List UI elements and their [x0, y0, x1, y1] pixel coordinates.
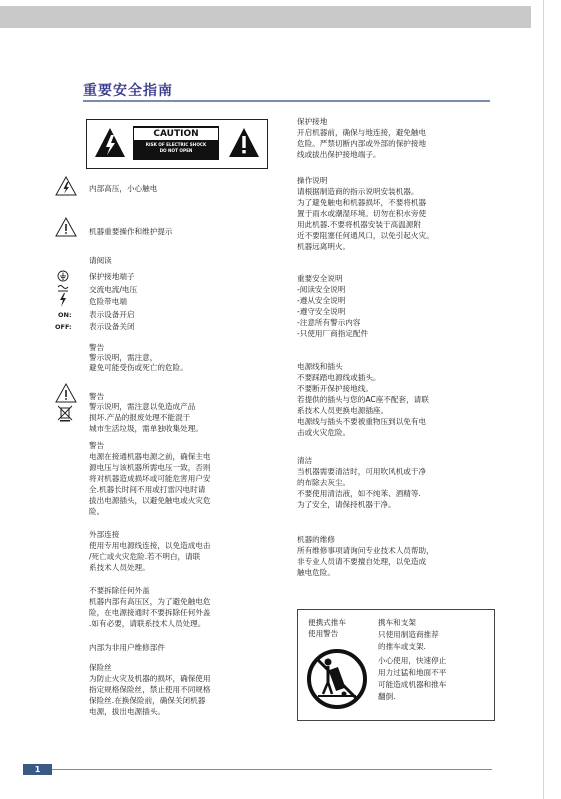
important-line4: -注意所有警示内容	[297, 318, 361, 327]
fuse-heading: 保险丝	[89, 663, 112, 672]
maintenance-text: 机器重要操作和维护提示	[89, 227, 173, 236]
warning2-line2: 损坏.产品的报废处理不能混于	[89, 413, 191, 422]
cleaning-line4: 为了安全，请保持机器干净。	[297, 500, 396, 509]
lightning-warning-icon	[93, 126, 127, 160]
external-line1: 使用专用电源线连接，以免造成电击	[89, 541, 211, 550]
power-cord-line5: 电源线与插头不要被重物压到以免有电	[297, 417, 427, 426]
important-line2: -遵从安全说明	[297, 296, 346, 305]
operation-line3: 置于雨水或潮湿环境。切勿在积水旁使	[297, 209, 427, 218]
exclamation-triangle-icon	[55, 217, 77, 237]
operation-line2: 为了避免触电和机器损坏，不要将机器	[297, 198, 427, 207]
repair-line1: 所有维修事项请询问专业技术人员帮助，	[297, 546, 434, 555]
operation-line1: 请根据制造商的指示说明安装机器。	[297, 187, 419, 196]
power-cord-heading: 电源线和插头	[297, 362, 343, 371]
external-heading: 外部连接	[89, 530, 120, 539]
warning3-line1: 电源在接通机器电源之前，确保主电	[89, 452, 211, 461]
portable-title2: 使用警告	[308, 629, 339, 638]
power-cord-line1: 不要踩踏电源线或插头。	[297, 373, 381, 382]
portable-line4: 小心使用，快速停止	[378, 656, 447, 665]
portable-line5: 用力过猛和地面不平	[378, 668, 447, 677]
important-heading: 重要安全说明	[297, 274, 343, 283]
ground-icon	[57, 270, 69, 282]
footer-rule	[52, 769, 492, 770]
important-line5: -只使用厂商指定配件	[297, 329, 369, 338]
important-line3: -遵守安全说明	[297, 307, 346, 316]
warning2-line3: 城市生活垃圾，需单独收集处理。	[89, 424, 203, 433]
operation-line5: 近不要阻塞任何通风口，以免引起火灾。	[297, 231, 434, 240]
off-label: OFF:	[55, 323, 72, 331]
page-edge-line	[543, 0, 544, 799]
operation-line6: 机器远离明火。	[297, 242, 351, 251]
cleaning-heading: 清洁	[297, 456, 313, 465]
ground-line2: 危险。严禁切断内部或外部的保护接地	[297, 139, 427, 148]
caution-word: CAUTION	[133, 127, 219, 141]
power-cord-line2: 不要断开保护接地线。	[297, 384, 373, 393]
fuse-line1: 为防止火灾及机器的损坏，确保使用	[89, 674, 211, 683]
repair-line3: 触电危险。	[297, 568, 335, 577]
cover-line1: 机器内部有高压区，为了避免触电危	[89, 597, 211, 606]
hazard-text: 危险带电端	[89, 297, 127, 306]
fuse-line2: 指定规格保险丝，禁止使用不同规格	[89, 685, 211, 694]
warning3-line3: 将对机器造成损坏或可能危害用户安	[89, 474, 211, 483]
warning3-line5: 拔出电源插头，以避免触电或火灾危	[89, 496, 211, 505]
cleaning-line3: 不要使用清洁液，如不纯苯、酒精等.	[297, 489, 421, 498]
caution-label	[86, 119, 268, 169]
please-read-text: 请阅读	[89, 256, 112, 265]
cart-tipping-icon	[306, 648, 368, 710]
warning1-line1: 警示说明，需注意，	[89, 353, 158, 362]
operation-line4: 用此机器.不要将机器安装于高温源附	[297, 220, 421, 229]
caution-sub-1: RISK OF ELECTRIC SHOCK	[145, 142, 207, 147]
page-title: 重要安全指南	[83, 83, 173, 99]
repair-heading: 机器的维修	[297, 535, 335, 544]
caution-sub-2: DO NOT OPEN	[159, 148, 193, 153]
exclamation-warning-icon	[227, 126, 261, 160]
cover-line2: 险，在电源接通时不要拆除任何外盖	[89, 608, 211, 617]
portable-line2: 只使用制造商推荐	[378, 630, 439, 639]
cover-heading: 不要拆除任何外盖	[89, 586, 150, 595]
high-voltage-text: 内部高压，小心触电	[89, 184, 158, 193]
hazard-icon	[58, 293, 68, 307]
operation-heading: 操作说明	[297, 176, 328, 185]
portable-line1: 携车和支架	[378, 618, 416, 627]
fuse-line3: 保险丝.在换保险前，确保关闭机器	[89, 696, 206, 705]
portable-line3: 的推车或支架.	[378, 642, 426, 651]
ground-line1: 开启机器前，确保与地连接，避免触电	[297, 128, 427, 137]
caution-panel	[133, 126, 219, 160]
power-cord-line3: 若提供的插头与您的AC座不配套，请联	[297, 395, 429, 404]
portable-line6: 可能造成机器和推车	[378, 680, 447, 689]
fuse-line4: 电源，拔出电源插头。	[89, 707, 165, 716]
exclamation-triangle-icon	[55, 383, 77, 403]
warning3-line4: 全.机器长时间不用或打雷闪电时请	[89, 485, 206, 494]
external-line2: /死亡或火灾危险.若不明白，请联	[89, 552, 201, 561]
external-line3: 系技术人员处理。	[89, 563, 150, 572]
on-text: 表示设备开启	[89, 310, 135, 319]
ground-terminal-text: 保护接地端子	[89, 272, 135, 281]
on-label: ON:	[58, 311, 72, 319]
power-cord-line4: 系技术人员更换电源插座。	[297, 406, 389, 415]
crossed-bin-icon	[56, 404, 74, 422]
ground-line3: 线或拔出保护接地端子。	[297, 150, 381, 159]
lightning-triangle-icon	[55, 176, 77, 196]
portable-line7: 翻倒.	[378, 692, 396, 701]
ground-heading: 保护接地	[297, 117, 328, 126]
off-text: 表示设备关闭	[89, 322, 135, 331]
portable-cart-warning-box	[297, 609, 495, 721]
ac-text: 交流电流/电压	[89, 285, 138, 294]
repair-line2: 非专业人员请不要擅自处理，以免造成	[297, 557, 427, 566]
warning2-line1: 警示说明，需注意以免造成产品	[89, 402, 196, 411]
no-user-parts-text: 内部为非用户维修部件	[89, 643, 165, 652]
cleaning-line2: 的布除去灰尘。	[297, 478, 351, 487]
warning1-heading: 警告	[89, 343, 105, 352]
page-number: 1	[23, 764, 52, 775]
warning2-heading: 警告	[89, 392, 105, 401]
cleaning-line1: 当机器需要清洁时，可用吹风机或干净	[297, 467, 427, 476]
important-line1: -阅读安全说明	[297, 285, 346, 294]
warning3-line2: 源电压与该机器所需电压一致，否则	[89, 463, 211, 472]
power-cord-line6: 击或火灾危险。	[297, 428, 351, 437]
portable-title1: 便携式推车	[308, 618, 346, 627]
warning1-line2: 避免可能受伤或死亡的危险。	[89, 363, 188, 372]
title-underline	[83, 100, 490, 102]
cover-line3: .如有必要，请联系技术人员处理。	[89, 619, 206, 628]
warning3-heading: 警告	[89, 441, 105, 450]
header-bar	[0, 6, 531, 28]
warning3-line6: 险。	[89, 507, 105, 516]
